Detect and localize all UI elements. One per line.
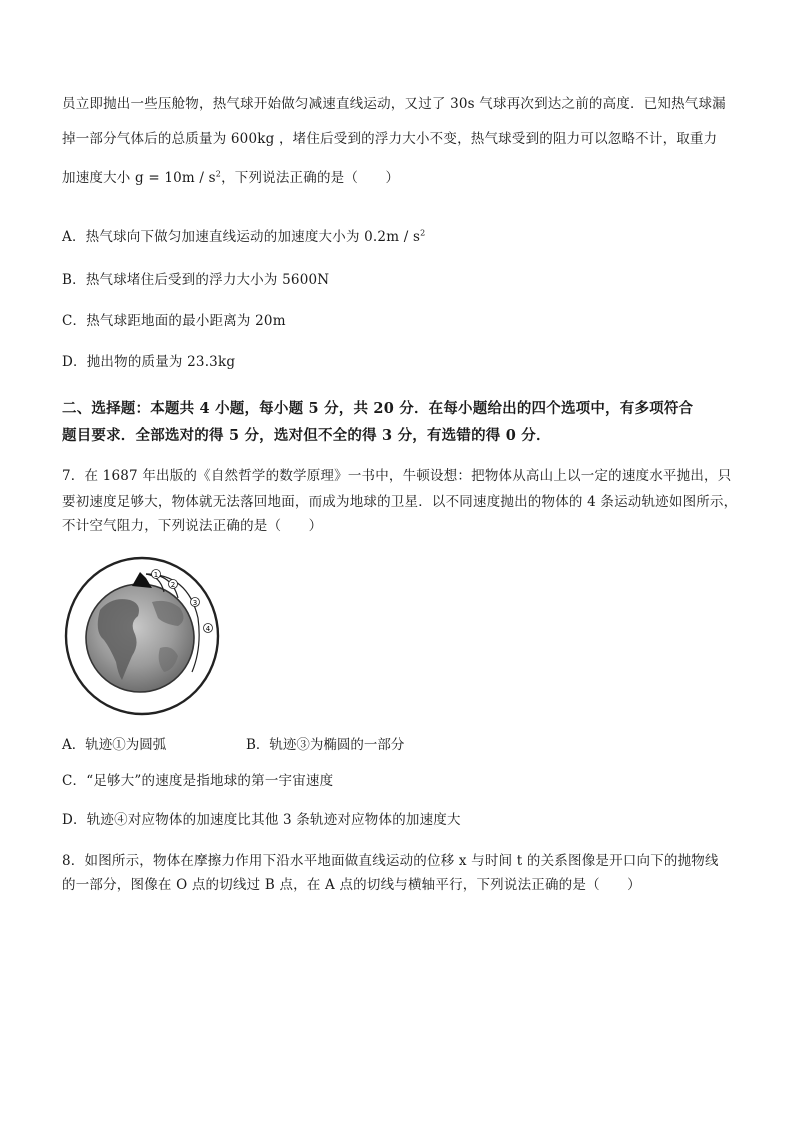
q6-option-a (62, 225, 425, 245)
q7-text-line-1: 7．在 1687 年出版的《自然哲学的数学原理》一书中，牛顿设想：把物体从高山上以一定的速度水平抛出，只 (62, 468, 732, 484)
q6-option-b: B．热气球堵住后受到的浮力大小为 5600N (62, 272, 330, 288)
q6-text-line-1: 员立即抛出一些压舱物，热气球开始做匀减速直线运动，又过了 30s 气球再次到达之前的高度．已知热气球漏 (62, 96, 726, 112)
q6-option-a-exponent: 2 (420, 228, 426, 238)
q6-option-d: D．抛出物的质量为 23.3kg (62, 354, 236, 370)
trajectory-label-3: 3 (192, 599, 198, 607)
section2-heading-line-1: 二、选择题：本题共 4 小题，每小题 5 分，共 20 分．在每小题给出的四个选项中，有多项符合 (62, 400, 694, 417)
trajectory-label-2: 2 (170, 581, 176, 589)
q6-text-line-3 (62, 166, 399, 186)
q6-text-line-2: 掉一部分气体后的总质量为 600kg ，堵住后受到的浮力大小不变，热气球受到的阻力可以忽略不计，取重力 (62, 131, 718, 147)
q6-line3-exponent: 2 (215, 169, 222, 179)
q8-text-line-1: 8．如图所示，物体在摩擦力作用下沿水平地面做直线运动的位移 x 与时间 t 的关系图像是开口向下的抛物线 (62, 853, 719, 869)
q7-text-line-3: 不计空气阻力，下列说法正确的是（ ） (62, 518, 323, 534)
q7-option-c: C．“足够大”的速度是指地球的第一宇宙速度 (62, 773, 334, 789)
q6-option-c: C．热气球距地面的最小距离为 20m (62, 313, 286, 329)
q8-text-line-2: 的一部分，图像在 O 点的切线过 B 点，在 A 点的切线与横轴平行，下列说法正确的是（ ） (62, 877, 641, 893)
q7-text-line-2: 要初速度足够大，物体就无法落回地面，而成为地球的卫星．以不同速度抛出的物体的 4 条运动轨迹如图所示， (62, 494, 738, 510)
q7-option-b: B．轨迹③为椭圆的一部分 (246, 737, 405, 753)
trajectory-label-1: 1 (153, 571, 159, 579)
newton-cannonball-figure (60, 552, 240, 724)
q6-option-a-text: A．热气球向下做匀加速直线运动的加速度大小为 0.2m / s (62, 229, 421, 245)
q6-line3-tail: ，下列说法正确的是（ ） (221, 170, 400, 186)
trajectory-label-4: 4 (205, 625, 211, 633)
section2-heading-line-2: 题目要求．全部选对的得 5 分，选对但不全的得 3 分，有选错的得 0 分． (62, 427, 551, 444)
q7-option-d: D．轨迹④对应物体的加速度比其他 3 条轨迹对应物体的加速度大 (62, 812, 461, 828)
q6-line3-main: 加速度大小 g = 10m / s (62, 170, 216, 186)
q7-option-a: A．轨迹①为圆弧 (62, 737, 167, 753)
